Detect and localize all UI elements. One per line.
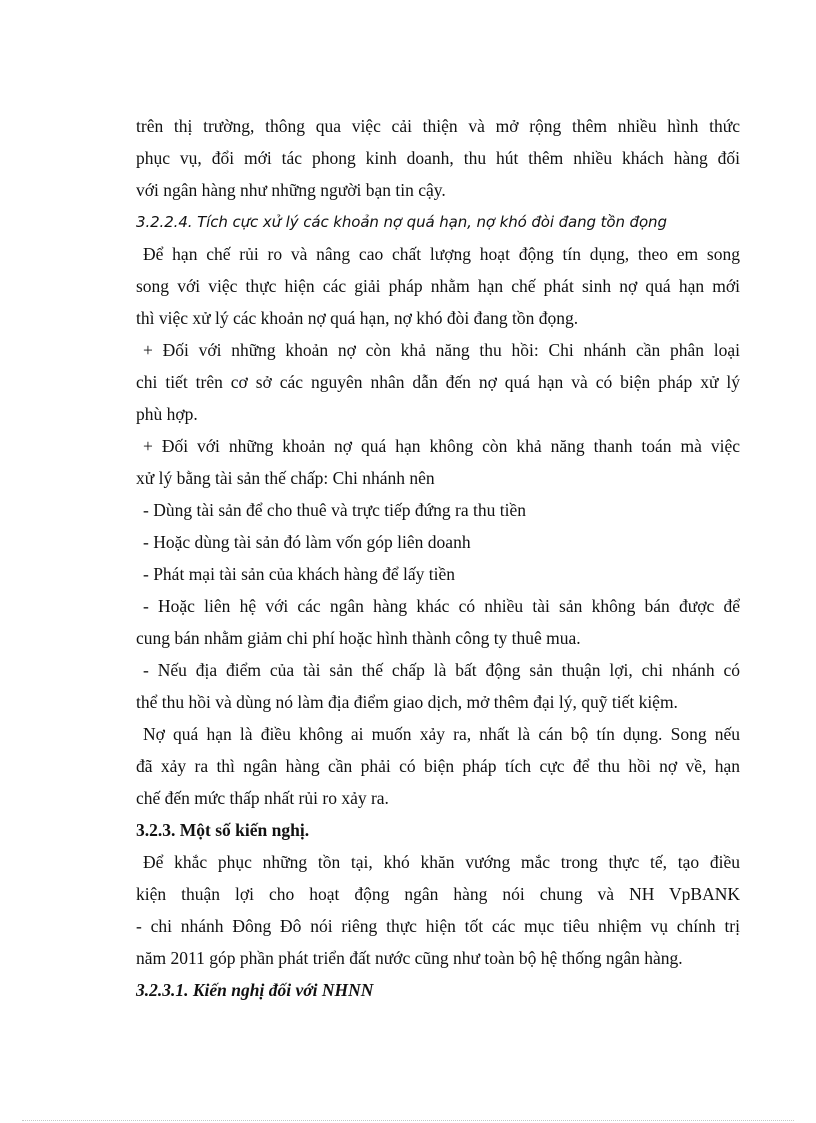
paragraph-line: chế đến mức thấp nhất rủi ro xảy ra. <box>136 788 389 808</box>
section-heading-3-2-3: 3.2.3. Một số kiến nghị. <box>136 820 310 840</box>
paragraph-line: Nợ quá hạn là điều không ai muốn xảy ra, nhất là cán bộ tín dụng. Song nếu <box>143 724 740 744</box>
paragraph-line: chi tiết trên cơ sở các nguyên nhân dẫn đến nợ quá hạn và có biện pháp xử lý <box>136 372 740 392</box>
list-item: - Dùng tài sản để cho thuê và trực tiếp đứng ra thu tiền <box>143 500 526 520</box>
paragraph-line: trên thị trường, thông qua việc cải thiện và mở rộng thêm nhiều hình thức <box>136 116 740 136</box>
paragraph-line: + Đối với những khoản nợ quá hạn không còn khả năng thanh toán mà việc <box>143 436 740 456</box>
paragraph-line: kiện thuận lợi cho hoạt động ngân hàng nói chung và NH VpBANK <box>136 884 740 904</box>
paragraph-line: + Đối với những khoản nợ còn khả năng thu hồi: Chi nhánh cần phân loại <box>143 340 740 360</box>
section-heading-3-2-3-1: 3.2.3.1. Kiến nghị đối với NHNN <box>136 980 374 1000</box>
paragraph-line: năm 2011 góp phần phát triển đất nước cũng như toàn bộ hệ thống ngân hàng. <box>136 948 683 968</box>
paragraph-line: phù hợp. <box>136 404 198 424</box>
paragraph-line: phục vụ, đổi mới tác phong kinh doanh, thu hút thêm nhiều khách hàng đối <box>136 148 740 168</box>
paragraph-line: cung bán nhằm giảm chi phí hoặc hình thành công ty thuê mua. <box>136 628 581 648</box>
paragraph-line: thì việc xử lý các khoản nợ quá hạn, nợ khó đòi đang tồn đọng. <box>136 308 579 328</box>
list-item: - Hoặc liên hệ với các ngân hàng khác có nhiều tài sản không bán được để <box>143 596 740 616</box>
list-item: - Phát mại tài sản của khách hàng để lấy tiền <box>143 564 455 584</box>
paragraph-line: Để khắc phục những tồn tại, khó khăn vướng mắc trong thực tế, tạo điều <box>143 852 740 872</box>
paragraph-line: Để hạn chế rủi ro và nâng cao chất lượng hoạt động tín dụng, theo em song <box>143 244 740 264</box>
footer-divider <box>22 1120 794 1121</box>
section-heading-3-2-2-4: 3.2.2.4. Tích cực xử lý các khoản nợ quá hạn, nợ khó đòi đang tồn đọng <box>136 213 667 231</box>
document-body <box>136 110 740 1006</box>
paragraph-line: đã xảy ra thì ngân hàng cần phải có biện pháp tích cực để thu hồi nợ về, hạn <box>136 756 740 776</box>
paragraph-line: thể thu hồi và dùng nó làm địa điểm giao dịch, mở thêm đại lý, quỹ tiết kiệm. <box>136 692 678 712</box>
list-item: - Hoặc dùng tài sản đó làm vốn góp liên doanh <box>143 532 471 552</box>
paragraph-line: với ngân hàng như những người bạn tin cậy. <box>136 180 446 200</box>
paragraph-line: xử lý bằng tài sản thế chấp: Chi nhánh nên <box>136 468 435 488</box>
list-item: - Nếu địa điểm của tài sản thế chấp là bất động sản thuận lợi, chi nhánh có <box>143 660 740 680</box>
paragraph-line: - chi nhánh Đông Đô nói riêng thực hiện tốt các mục tiêu nhiệm vụ chính trị <box>136 916 740 936</box>
paragraph-line: song với việc thực hiện các giải pháp nhằm hạn chế phát sinh nợ quá hạn mới <box>136 276 740 296</box>
